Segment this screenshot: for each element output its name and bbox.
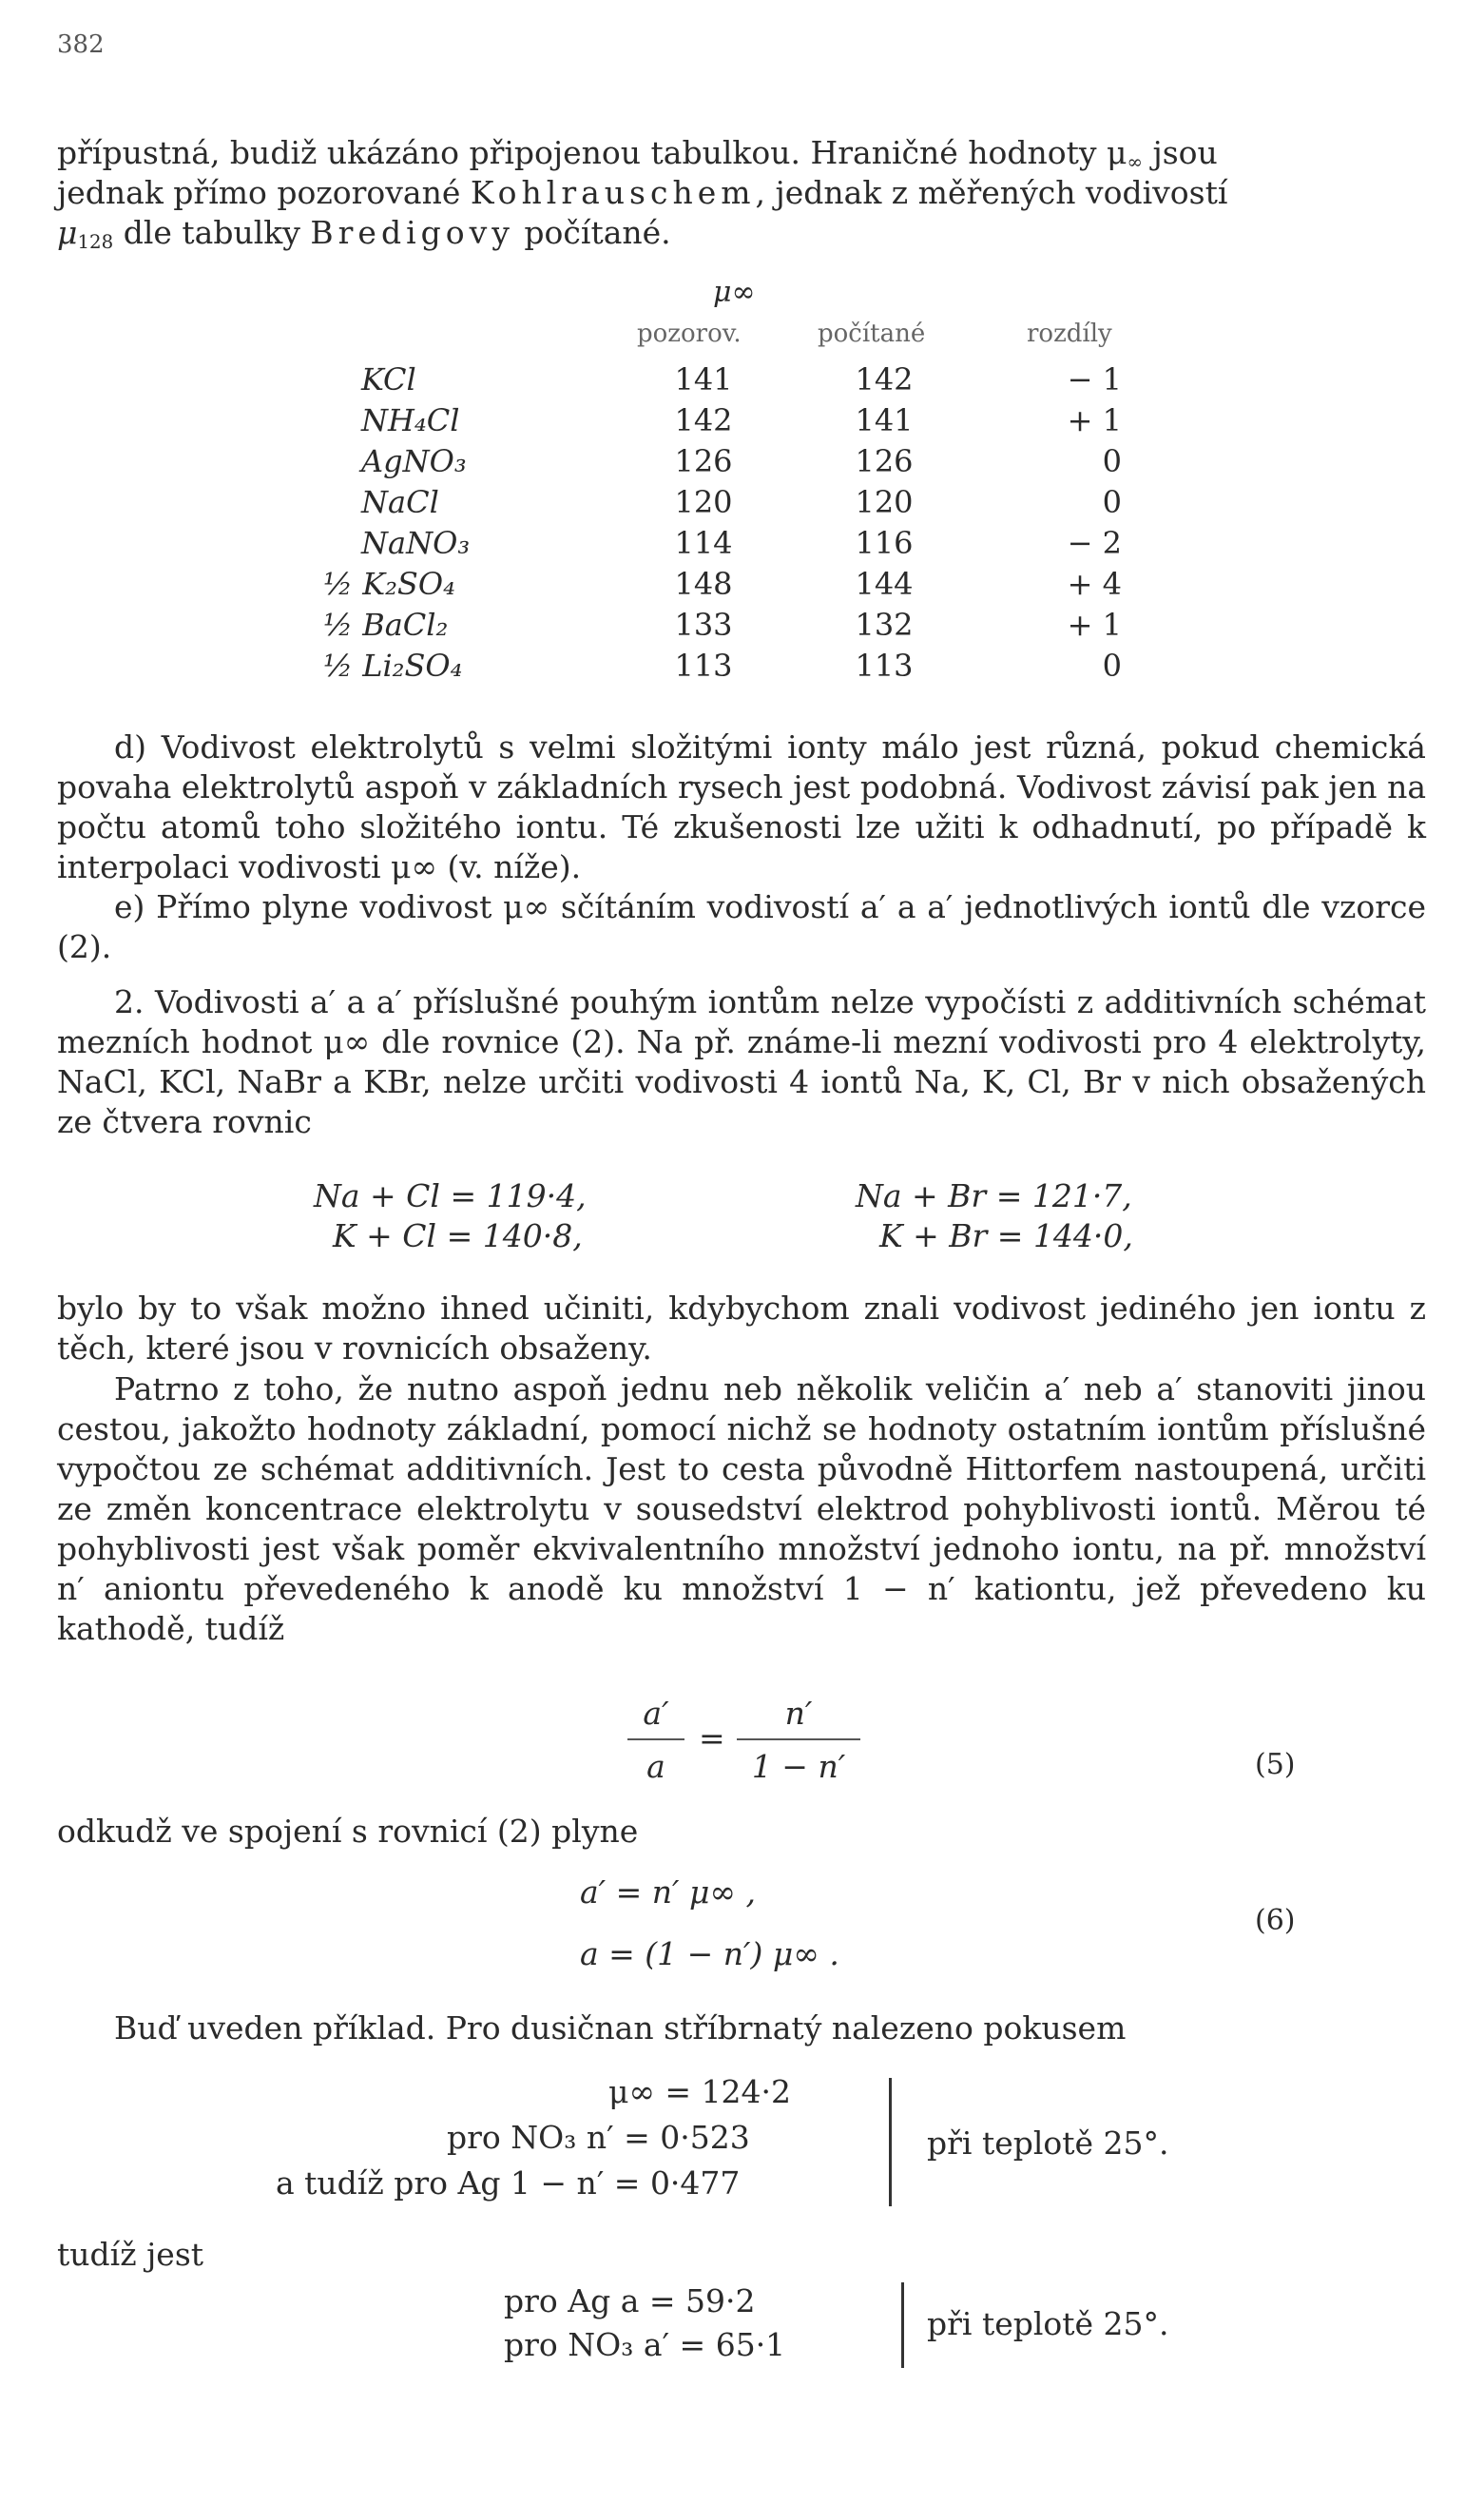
intro-paragraph (57, 133, 1426, 253)
table-row: KCl 141 142 − 1 (361, 361, 1122, 398)
fraction-lhs-denominator: a (646, 1748, 665, 1785)
paragraph-e: e) Přímo plyne vodivost μ∞ sčítáním vodivostí a′ a a′ jednotlivých iontů dle vzorce (2). (57, 888, 1426, 965)
table-row: AgNO₃ 126 126 0 (361, 443, 1122, 479)
intro-line-1: přípustná, budiž ukázáno připojenou tabulkou. Hraničné hodnoty $\mu_\infty$ jsou (57, 134, 1218, 173)
example-temperature-note: při teplotě 25°. (927, 2125, 1169, 2162)
grouping-brace-2 (901, 2282, 904, 2368)
example-no3-a: pro NO₃ a′ = 65·1 (504, 2326, 786, 2363)
equation-6-line-1: a′ = n′ μ∞ , (580, 1873, 756, 1911)
equation-na-cl: Na + Cl = 119·4, (314, 1177, 587, 1214)
equation-number-5: (5) (1255, 1748, 1296, 1781)
paragraph-tudiz: tudíž jest (57, 2236, 204, 2273)
example-no3: pro NO₃ n′ = 0·523 (447, 2119, 750, 2156)
equation-k-br: K + Br = 144·0, (879, 1217, 1133, 1254)
fraction-lhs-line (627, 1738, 684, 1740)
example-ag-a: pro Ag a = 59·2 (504, 2282, 756, 2319)
paragraph-2: 2. Vodivosti a′ a a′ příslušné pouhým iontům nelze vypočísti z additivních schémat mezních hodnot μ∞ dle rovnice (2). Na př. známe-li mezní vodivosti pro 4 elektrolyty, NaCl, KCl, NaBr a KBr, nelze určiti vodivosti 4 iontů Na, K, Cl, Br v nich obsažených ze čtvera rovnic (57, 983, 1426, 1140)
fraction-rhs-line (737, 1738, 860, 1740)
paragraph-patrno: Patrno z toho, že nutno aspoň jednu neb několik veličin a′ neb a′ stanoviti jinou cestou, jakožto hodnoty základní, pomocí nichž se hodnoty ostatním iontům příslušné vypočtou ze schémat additivních. Jest to cesta původně Hittorfem nastoupená, určiti ze změn koncentrace elektrolytu v sousedství elektrod pohyblivosti iontů. Měrou té pohyblivosti jest však poměr ekvivalentního množství jednoho iontu, na př. množství n′ aniontu převedeného k anodě ku množství 1 − n′ kationtu, jež převedeno ku kathodě, tudíž (57, 1370, 1426, 1647)
mu-header: μ∞ (713, 276, 756, 309)
fraction-rhs-numerator: n′ (784, 1695, 813, 1732)
grouping-brace (889, 2078, 892, 2206)
paragraph-odkud: odkudž ve spojení s rovnicí (2) plyne (57, 1813, 639, 1850)
col-computed-header: počítané (818, 320, 926, 348)
col-diff-header: rozdíly (1027, 320, 1112, 348)
equation-number-6: (6) (1255, 1904, 1296, 1937)
page-number: 382 (57, 30, 105, 59)
fraction-rhs-denominator: 1 − n′ (751, 1748, 846, 1785)
intro-line-2: jednak přímo pozorované Kohlrauschem, jednak z měřených vodivostí (57, 174, 1228, 211)
paragraph-bud: Buď uveden příklad. Pro dusičnan stříbrnatý nalezeno pokusem (114, 2009, 1127, 2047)
equation-6-line-2: a = (1 − n′) μ∞ . (580, 1935, 839, 1972)
equals-sign: = (699, 1719, 725, 1756)
example-mu: μ∞ = 124·2 (608, 2073, 792, 2110)
equation-k-cl: K + Cl = 140·8, (333, 1217, 583, 1254)
table-row: ½ BaCl₂ 133 132 + 1 (323, 607, 1122, 643)
example-ag: a tudíž pro Ag 1 − n′ = 0·477 (276, 2164, 741, 2202)
table-row: NH₄Cl 142 141 + 1 (361, 402, 1122, 438)
table-row: NaCl 120 120 0 (361, 484, 1122, 520)
table-row: NaNO₃ 114 116 − 2 (361, 525, 1122, 561)
equation-na-br: Na + Br = 121·7, (856, 1177, 1132, 1214)
author-kohlrausch: Kohlrauschem (470, 174, 756, 211)
paragraph-d: d) Vodivost elektrolytů s velmi složitými ionty málo jest různá, pokud chemická povaha elektrolytů aspoň v základních rysech jest podobná. Vodivost závisí pak jen na počtu atomů toho složitého iontu. Té zkušenosti lze užiti k odhadnutí, po případě k interpolaci vodivosti μ∞ (v. níže). (57, 728, 1426, 885)
fraction-lhs-numerator: a′ (643, 1695, 669, 1732)
paragraph-bylo: bylo by to však možno ihned učiniti, kdybychom znali vodivost jediného jen iontu z těch, které jsou v rovnicích obsaženy. (57, 1290, 1426, 1367)
intro-line-3: $\mu_{128}$ dle tabulky Bredigovy počítané. (57, 214, 671, 253)
author-bredig: Bredigovy (310, 214, 514, 251)
example-temperature-note-2: při teplotě 25°. (927, 2305, 1169, 2342)
table-row: ½ K₂SO₄ 148 144 + 4 (323, 566, 1122, 602)
col-observed-header: pozorov. (637, 320, 742, 348)
table-row: ½ Li₂SO₄ 113 113 0 (323, 648, 1122, 684)
